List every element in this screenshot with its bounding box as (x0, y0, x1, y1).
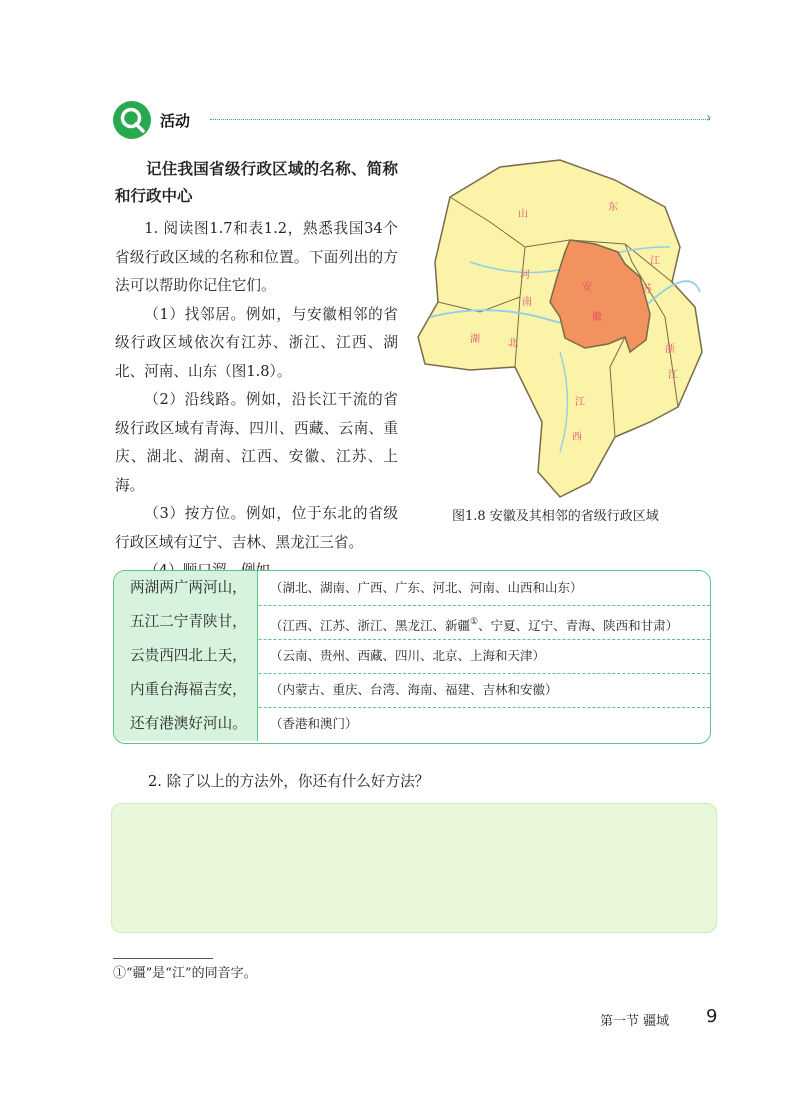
activity-dotted-rule (210, 119, 710, 120)
map-caption: 图1.8 安徽及其相邻的省级行政区域 (452, 509, 659, 524)
activity-search-icon (112, 100, 152, 140)
label-hubei-1: 湖 (470, 334, 480, 345)
rhyme-row (114, 571, 710, 606)
method-route: （2）沿线路。例如，沿长江干流的省级行政区域有青海、四川、西藏、云南、重庆、湖北、湖南、江西、安徽、江苏、上海。 (115, 391, 398, 494)
footnote-marker: ① (470, 617, 479, 627)
rhyme-verse: 内重台海福吉安， (114, 673, 258, 707)
label-jiangxi-2: 西 (572, 432, 582, 443)
label-shandong-2: 东 (608, 202, 618, 213)
chevron-right-icon: › (706, 110, 712, 126)
rhyme-provinces: （香港和澳门） (270, 716, 358, 731)
activity-title: 活动 (160, 112, 191, 130)
label-henan-1: 河 (520, 270, 530, 281)
label-zhejiang-1: 浙 (665, 344, 675, 355)
label-jiangsu-2: 苏 (642, 284, 652, 295)
label-hubei-2: 北 (508, 338, 518, 349)
label-jiangsu-1: 江 (650, 256, 660, 267)
rhyme-verse: 两湖两广两河山， (114, 571, 258, 605)
rhyme-table (113, 570, 711, 744)
footnote: ①“疆”是“江”的同音字。 (113, 966, 257, 981)
rhyme-row (114, 605, 710, 640)
label-jiangxi-1: 江 (575, 397, 585, 408)
label-anhui-1: 安 (582, 282, 592, 293)
activity-heading: 记住我国省级行政区域的名称、简称和行政中心 (115, 159, 398, 205)
footnote-rule (113, 958, 213, 959)
rhyme-provinces-part-b: 、宁夏、辽宁、青海、陕西和甘肃） (478, 618, 679, 633)
rhyme-verse: 还有港澳好河山。 (114, 707, 258, 741)
label-henan-2: 南 (522, 297, 532, 308)
rhyme-row (114, 707, 710, 741)
label-zhejiang-2: 江 (668, 370, 678, 381)
neighbor-provinces-area (418, 160, 702, 497)
footer-section-title: 第一节 疆域 (600, 1014, 670, 1029)
item-1: 1. 阅读图1.7和表1.2，熟悉我国34个省级行政区域的名称和位置。下面列出的方法可以帮助你记住它们。 (115, 220, 398, 294)
method-neighbors: （1）找邻居。例如，与安徽相邻的省级行政区域依次有江苏、浙江、江西、湖北、河南、山东（图1.8）。 (115, 305, 398, 380)
rhyme-row (114, 639, 710, 674)
activity-text (115, 155, 398, 586)
rhyme-provinces: （云南、贵州、西藏、四川、北京、上海和天津） (270, 648, 546, 663)
rhyme-provinces: （内蒙古、重庆、台湾、海南、福建、吉林和安徽） (270, 682, 558, 697)
method-direction: （3）按方位。例如，位于东北的省级行政区域有辽宁、吉林、黑龙江三省。 (115, 505, 398, 551)
answer-area (111, 803, 717, 933)
label-anhui-2: 徽 (592, 312, 602, 323)
question-2: 2. 除了以上的方法外，你还有什么好方法？ (148, 773, 430, 790)
rhyme-verse: 五江二宁青陕甘， (114, 605, 258, 639)
rhyme-row (114, 673, 710, 708)
anhui-neighbors-map (410, 152, 710, 502)
label-shandong-1: 山 (518, 209, 528, 220)
rhyme-provinces (270, 605, 678, 639)
rhyme-verse: 云贵西四北上天， (114, 639, 258, 673)
rhyme-provinces-part-a: （江西、江苏、浙江、黑龙江、新疆 (270, 618, 471, 633)
page-number: 9 (706, 1006, 718, 1027)
rhyme-provinces: （湖北、湖南、广西、广东、河北、河南、山西和山东） (270, 580, 583, 595)
